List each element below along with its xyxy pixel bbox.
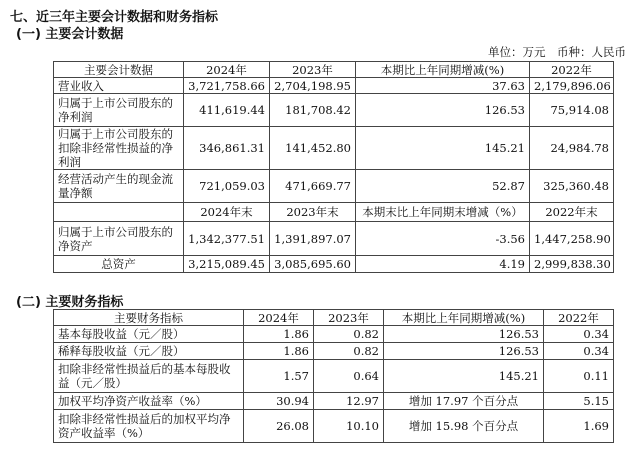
column-header: 2023年 [270,62,356,78]
table-cell: 24,984.78 [530,127,614,170]
column-header: 本期比上年同期增减(%) [384,310,544,326]
column-header: 2024年 [244,310,314,326]
subsection-title-financial-indicators: (二) 主要财务指标 [16,295,124,310]
column-header: 2022年末 [530,203,614,222]
accounting-data-table [53,61,614,273]
column-header: 2024年 [184,62,270,78]
row-label: 归属于上市公司股东的净资产 [54,222,184,256]
table-cell: 126.53 [384,343,544,360]
table-cell: 145.21 [384,360,544,393]
table-cell: 0.34 [544,326,614,343]
section-heading: 七、近三年主要会计数据和财务指标 [10,10,219,25]
table-cell: 141,452.80 [270,127,356,170]
table-row [54,127,614,170]
table-row [54,78,614,94]
table-cell: 0.64 [314,360,384,393]
row-label: 营业收入 [54,78,184,94]
table-row [54,326,614,343]
table-cell: 4.19 [356,256,530,273]
table-cell: 5.15 [544,393,614,410]
table-cell: 721,059.03 [184,170,270,203]
table-cell: 0.82 [314,326,384,343]
column-header: 2024年末 [184,203,270,222]
row-label: 加权平均净资产收益率（%） [54,393,244,410]
table-cell: 1.86 [244,326,314,343]
column-header [54,203,184,222]
table-cell: 346,861.31 [184,127,270,170]
table-cell: 0.82 [314,343,384,360]
table-cell: 2,179,896.06 [530,78,614,94]
table-header-row [54,310,614,326]
table-cell: 1.86 [244,343,314,360]
column-header: 2023年 [314,310,384,326]
table-row [54,222,614,256]
table-cell: 1,447,258.90 [530,222,614,256]
table-cell: 126.53 [384,326,544,343]
row-label: 扣除非经常性损益后的基本每股收益（元／股） [54,360,244,393]
row-label: 总资产 [54,256,184,273]
table-cell: 1.69 [544,410,614,443]
table-cell: 145.21 [356,127,530,170]
table-cell: 0.11 [544,360,614,393]
row-label: 归属于上市公司股东的扣除非经常性损益的净利润 [54,127,184,170]
subsection-title-accounting-data: (一) 主要会计数据 [16,27,124,42]
column-header: 主要会计数据 [54,62,184,78]
table-cell: 12.97 [314,393,384,410]
table-row [54,256,614,273]
row-label: 稀释每股收益（元／股） [54,343,244,360]
table-cell: 3,215,089.45 [184,256,270,273]
column-header: 2023年末 [270,203,356,222]
row-label: 扣除非经常性损益后的加权平均净资产收益率（%） [54,410,244,443]
table-cell: 10.10 [314,410,384,443]
table-cell: 3,721,758.66 [184,78,270,94]
table-cell: 411,619.44 [184,94,270,127]
table-cell: 2,999,838.30 [530,256,614,273]
table-row [54,343,614,360]
table-cell: 30.94 [244,393,314,410]
column-header: 本期比上年同期增减(%) [356,62,530,78]
table-row [54,94,614,127]
table-cell: 75,914.08 [530,94,614,127]
table-cell: 增加 17.97 个百分点 [384,393,544,410]
column-header: 主要财务指标 [54,310,244,326]
table-cell: 26.08 [244,410,314,443]
financial-indicators-table [53,309,614,443]
table-cell: 37.63 [356,78,530,94]
table-cell: 1,391,897.07 [270,222,356,256]
column-header: 2022年 [544,310,614,326]
unit-note: 单位：万元 币种：人民币 [488,45,626,59]
table-cell: 0.34 [544,343,614,360]
table-cell: 1.57 [244,360,314,393]
table-cell: 325,360.48 [530,170,614,203]
table-cell: 增加 15.98 个百分点 [384,410,544,443]
table-cell: 471,669.77 [270,170,356,203]
table-row [54,360,614,393]
column-header: 2022年 [530,62,614,78]
table-cell: 52.87 [356,170,530,203]
table-row [54,410,614,443]
table-header-row [54,62,614,78]
table-cell: 1,342,377.51 [184,222,270,256]
row-label: 经营活动产生的现金流量净额 [54,170,184,203]
table-cell: 2,704,198.95 [270,78,356,94]
table-subheader-row [54,203,614,222]
table-cell: 181,708.42 [270,94,356,127]
row-label: 归属于上市公司股东的净利润 [54,94,184,127]
table-cell: 126.53 [356,94,530,127]
table-cell: -3.56 [356,222,530,256]
table-row [54,393,614,410]
table-cell: 3,085,695.60 [270,256,356,273]
table-row [54,170,614,203]
column-header: 本期末比上年同期末增减（%） [356,203,530,222]
row-label: 基本每股收益（元／股） [54,326,244,343]
